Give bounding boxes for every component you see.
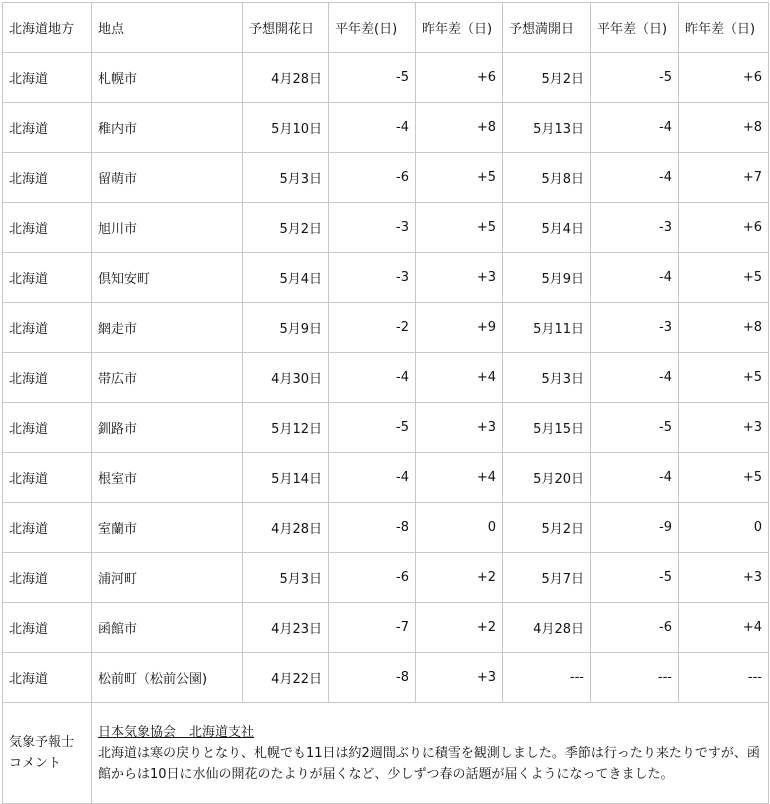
table-row — [3, 303, 769, 353]
cell-bloom-date: 5月14日 — [243, 453, 329, 503]
cell-bloom-lastyear-diff: +9 — [416, 303, 503, 353]
cell-region: 北海道 — [3, 203, 92, 253]
cell-fullbloom-normal-diff: -5 — [591, 403, 679, 453]
cell-fullbloom-normal-diff: --- — [591, 653, 679, 703]
cell-bloom-lastyear-diff: +4 — [416, 353, 503, 403]
cell-location: 留萌市 — [92, 153, 243, 203]
table-row — [3, 653, 769, 703]
cell-bloom-normal-diff: -5 — [329, 53, 416, 103]
table-row — [3, 53, 769, 103]
cell-fullbloom-lastyear-diff: +6 — [679, 203, 769, 253]
cell-fullbloom-date: 5月2日 — [503, 503, 591, 553]
cell-location: 札幌市 — [92, 53, 243, 103]
cell-bloom-date: 4月22日 — [243, 653, 329, 703]
cell-fullbloom-normal-diff: -5 — [591, 553, 679, 603]
table-row — [3, 553, 769, 603]
cell-bloom-normal-diff: -8 — [329, 653, 416, 703]
cell-bloom-date: 4月28日 — [243, 503, 329, 553]
cell-fullbloom-lastyear-diff: +3 — [679, 403, 769, 453]
cell-fullbloom-normal-diff: -4 — [591, 103, 679, 153]
cell-fullbloom-normal-diff: -5 — [591, 53, 679, 103]
cell-bloom-normal-diff: -4 — [329, 103, 416, 153]
cell-fullbloom-lastyear-diff: +8 — [679, 103, 769, 153]
cell-bloom-date: 5月12日 — [243, 403, 329, 453]
cell-region: 北海道 — [3, 603, 92, 653]
header-region: 北海道地方 — [3, 3, 92, 53]
cell-bloom-normal-diff: -6 — [329, 153, 416, 203]
cell-bloom-lastyear-diff: +5 — [416, 203, 503, 253]
cell-location: 稚内市 — [92, 103, 243, 153]
cell-region: 北海道 — [3, 553, 92, 603]
cell-region: 北海道 — [3, 153, 92, 203]
cell-fullbloom-lastyear-diff: +3 — [679, 553, 769, 603]
cell-bloom-date: 5月3日 — [243, 553, 329, 603]
cell-region: 北海道 — [3, 453, 92, 503]
cell-fullbloom-date: 4月28日 — [503, 603, 591, 653]
table-row — [3, 603, 769, 653]
cell-bloom-date: 5月9日 — [243, 303, 329, 353]
header-bloom-date: 予想開花日 — [243, 3, 329, 53]
cell-fullbloom-lastyear-diff: +4 — [679, 603, 769, 653]
cell-fullbloom-lastyear-diff: +5 — [679, 253, 769, 303]
cell-fullbloom-normal-diff: -3 — [591, 303, 679, 353]
cell-bloom-date: 5月3日 — [243, 153, 329, 203]
table-row — [3, 253, 769, 303]
cell-bloom-date: 4月30日 — [243, 353, 329, 403]
cell-fullbloom-normal-diff: -4 — [591, 153, 679, 203]
cell-region: 北海道 — [3, 503, 92, 553]
table-body — [3, 53, 769, 703]
header-bloom-lastyear-diff: 昨年差（日) — [416, 3, 503, 53]
cell-fullbloom-normal-diff: -4 — [591, 353, 679, 403]
cell-fullbloom-date: 5月11日 — [503, 303, 591, 353]
cell-fullbloom-normal-diff: -4 — [591, 253, 679, 303]
cell-bloom-normal-diff: -8 — [329, 503, 416, 553]
cell-fullbloom-date: 5月4日 — [503, 203, 591, 253]
cell-location: 旭川市 — [92, 203, 243, 253]
cell-bloom-normal-diff: -5 — [329, 403, 416, 453]
cell-fullbloom-date: --- — [503, 653, 591, 703]
cell-region: 北海道 — [3, 103, 92, 153]
table-row — [3, 453, 769, 503]
cell-bloom-normal-diff: -4 — [329, 453, 416, 503]
sakura-forecast-table — [2, 2, 769, 804]
header-fullbloom-normal-diff: 平年差（日) — [591, 3, 679, 53]
cell-region: 北海道 — [3, 353, 92, 403]
cell-fullbloom-lastyear-diff: +5 — [679, 453, 769, 503]
cell-bloom-lastyear-diff: +3 — [416, 403, 503, 453]
cell-location: 室蘭市 — [92, 503, 243, 553]
cell-fullbloom-date: 5月2日 — [503, 53, 591, 103]
cell-location: 浦河町 — [92, 553, 243, 603]
cell-bloom-lastyear-diff: +2 — [416, 553, 503, 603]
cell-location: 網走市 — [92, 303, 243, 353]
cell-bloom-date: 4月23日 — [243, 603, 329, 653]
cell-fullbloom-lastyear-diff: +6 — [679, 53, 769, 103]
comment-text: 北海道は寒の戻りとなり、札幌でも11日は約2週間ぶりに積雪を観測しました。季節は行ったり来たりですが、函館からは10日に水仙の開花のたよりが届くなど、少しずつ春の話題が届くようになってきました。 — [98, 745, 760, 782]
cell-fullbloom-date: 5月20日 — [503, 453, 591, 503]
cell-fullbloom-date: 5月13日 — [503, 103, 591, 153]
header-bloom-normal-diff: 平年差(日) — [329, 3, 416, 53]
cell-fullbloom-lastyear-diff: +7 — [679, 153, 769, 203]
cell-fullbloom-date: 5月9日 — [503, 253, 591, 303]
header-fullbloom-lastyear-diff: 昨年差（日) — [679, 3, 769, 53]
cell-bloom-date: 5月10日 — [243, 103, 329, 153]
cell-fullbloom-normal-diff: -3 — [591, 203, 679, 253]
cell-fullbloom-normal-diff: -4 — [591, 453, 679, 503]
cell-location: 倶知安町 — [92, 253, 243, 303]
header-location: 地点 — [92, 3, 243, 53]
comment-body — [92, 703, 769, 804]
cell-bloom-lastyear-diff: +4 — [416, 453, 503, 503]
cell-region: 北海道 — [3, 253, 92, 303]
cell-bloom-lastyear-diff: +3 — [416, 653, 503, 703]
cell-bloom-lastyear-diff: +2 — [416, 603, 503, 653]
cell-bloom-date: 4月28日 — [243, 53, 329, 103]
table-row — [3, 503, 769, 553]
cell-location: 函館市 — [92, 603, 243, 653]
cell-region: 北海道 — [3, 403, 92, 453]
cell-region: 北海道 — [3, 303, 92, 353]
cell-fullbloom-lastyear-diff: +5 — [679, 353, 769, 403]
cell-region: 北海道 — [3, 653, 92, 703]
cell-fullbloom-date: 5月8日 — [503, 153, 591, 203]
cell-fullbloom-lastyear-diff: --- — [679, 653, 769, 703]
cell-bloom-lastyear-diff: 0 — [416, 503, 503, 553]
comment-org: 日本気象協会 北海道支社 — [98, 724, 255, 740]
cell-bloom-normal-diff: -2 — [329, 303, 416, 353]
cell-fullbloom-date: 5月7日 — [503, 553, 591, 603]
cell-fullbloom-date: 5月3日 — [503, 353, 591, 403]
cell-bloom-lastyear-diff: +6 — [416, 53, 503, 103]
cell-bloom-normal-diff: -7 — [329, 603, 416, 653]
table-row — [3, 103, 769, 153]
cell-bloom-lastyear-diff: +8 — [416, 103, 503, 153]
cell-fullbloom-date: 5月15日 — [503, 403, 591, 453]
table-row — [3, 203, 769, 253]
cell-bloom-lastyear-diff: +5 — [416, 153, 503, 203]
cell-fullbloom-lastyear-diff: 0 — [679, 503, 769, 553]
cell-bloom-lastyear-diff: +3 — [416, 253, 503, 303]
cell-fullbloom-normal-diff: -6 — [591, 603, 679, 653]
cell-location: 釧路市 — [92, 403, 243, 453]
comment-label: 気象予報士コメント — [3, 703, 92, 804]
cell-bloom-normal-diff: -4 — [329, 353, 416, 403]
cell-bloom-date: 5月4日 — [243, 253, 329, 303]
cell-bloom-date: 5月2日 — [243, 203, 329, 253]
cell-location: 松前町（松前公園) — [92, 653, 243, 703]
table-header-row — [3, 3, 769, 53]
cell-bloom-normal-diff: -3 — [329, 203, 416, 253]
cell-location: 帯広市 — [92, 353, 243, 403]
comment-row — [3, 703, 769, 804]
cell-region: 北海道 — [3, 53, 92, 103]
header-fullbloom-date: 予想満開日 — [503, 3, 591, 53]
cell-fullbloom-normal-diff: -9 — [591, 503, 679, 553]
cell-bloom-normal-diff: -3 — [329, 253, 416, 303]
table-row — [3, 153, 769, 203]
cell-bloom-normal-diff: -6 — [329, 553, 416, 603]
table-row — [3, 403, 769, 453]
cell-fullbloom-lastyear-diff: +8 — [679, 303, 769, 353]
cell-location: 根室市 — [92, 453, 243, 503]
table-row — [3, 353, 769, 403]
